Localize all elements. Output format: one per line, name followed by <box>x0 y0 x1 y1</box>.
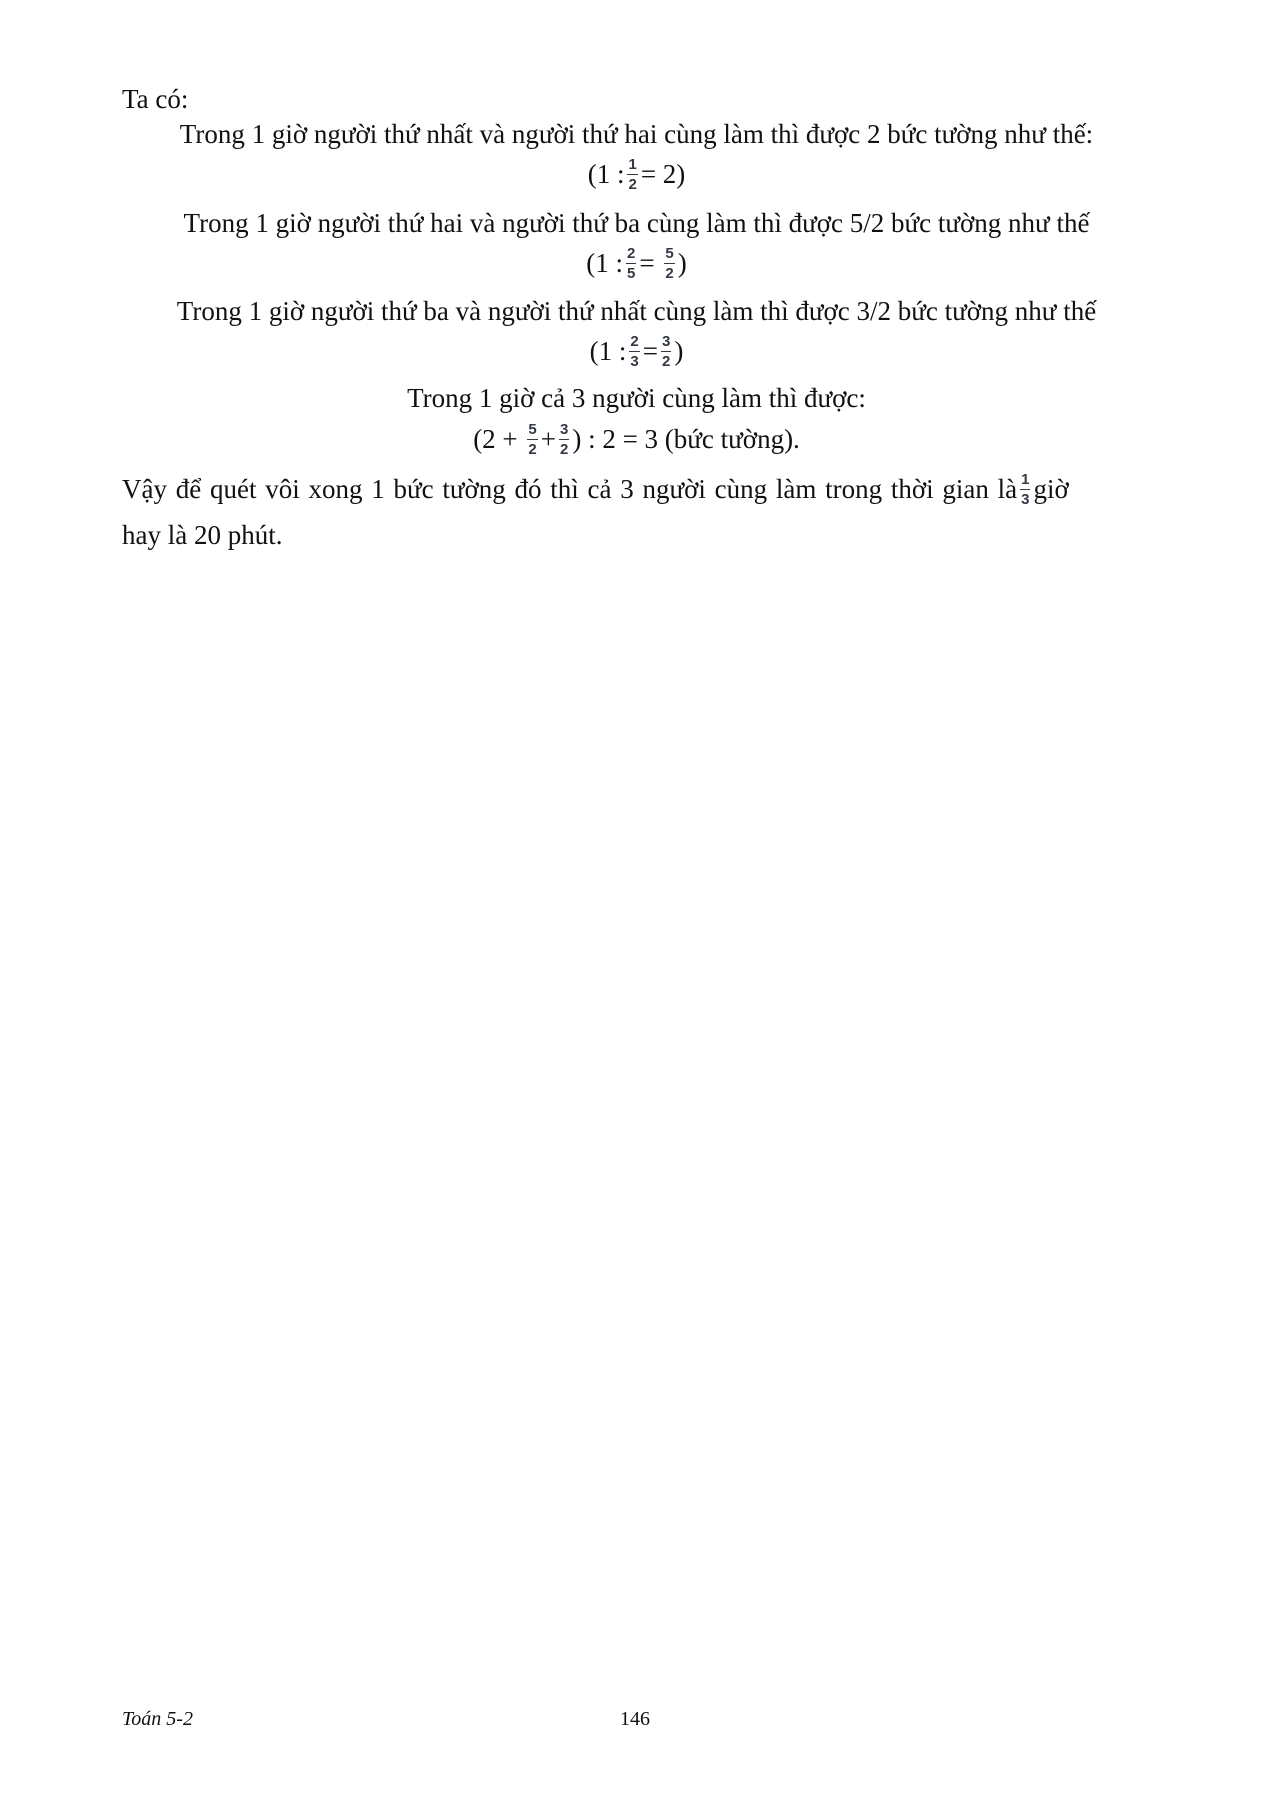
conclusion-fraction: $\frac{1}{3}$ <box>1021 471 1030 509</box>
eq2-fraction-1: $\frac{2}{5}$ <box>627 245 636 283</box>
equation-3 <box>0 334 1273 371</box>
conclusion-text: Vậy để quét vôi xong 1 bức tường đó thì cả 3 người cùng làm trong thời gian là <box>122 474 1018 504</box>
equation-4 <box>0 422 1273 459</box>
eq3-fraction-2: $\frac{3}{2}$ <box>661 333 671 371</box>
conclusion-line-1 <box>122 472 1069 509</box>
eq2-open: (1 : <box>586 248 624 278</box>
eq4-fraction-1: $\frac{5}{2}$ <box>528 421 537 459</box>
eq2-equals: = <box>639 248 655 278</box>
eq3-equals: = <box>642 336 658 366</box>
eq1-close: = 2) <box>640 159 686 189</box>
eq2-fraction-2: $\frac{5}{2}$ <box>665 245 674 283</box>
footer-page-number: 146 <box>620 1708 650 1730</box>
eq4-close: ) : 2 = 3 (bức tường). <box>572 424 800 454</box>
eq3-fraction-1: $\frac{2}{3}$ <box>630 333 639 371</box>
intro-text: Ta có: <box>122 84 189 114</box>
conclusion-line-2: hay là 20 phút. <box>122 520 283 550</box>
eq1-fraction: $\frac{1}{2}$ <box>628 156 637 194</box>
eq4-open: (2 + <box>473 424 518 454</box>
eq3-close: ) <box>674 336 684 366</box>
eq1-open: (1 : <box>587 159 625 189</box>
conclusion-unit: giờ <box>1033 474 1069 504</box>
equation-2 <box>0 246 1273 283</box>
statement-3: Trong 1 giờ người thứ ba và người thứ nhất cùng làm thì được 3/2 bức tường như thế <box>176 296 1097 326</box>
eq3-open: (1 : <box>589 336 627 366</box>
eq4-fraction-2: $\frac{3}{2}$ <box>559 421 569 459</box>
statement-4: Trong 1 giờ cả 3 người cùng làm thì được: <box>407 383 866 413</box>
statement-2: Trong 1 giờ người thứ hai và người thứ ba cùng làm thì được 5/2 bức tường như thế <box>183 208 1090 238</box>
footer-book-title: Toán 5-2 <box>122 1708 193 1730</box>
eq2-close: ) <box>677 248 687 278</box>
equation-1 <box>0 157 1273 194</box>
statement-1: Trong 1 giờ người thứ nhất và người thứ hai cùng làm thì được 2 bức tường như thế: <box>179 119 1094 149</box>
eq4-plus: + <box>540 424 556 454</box>
